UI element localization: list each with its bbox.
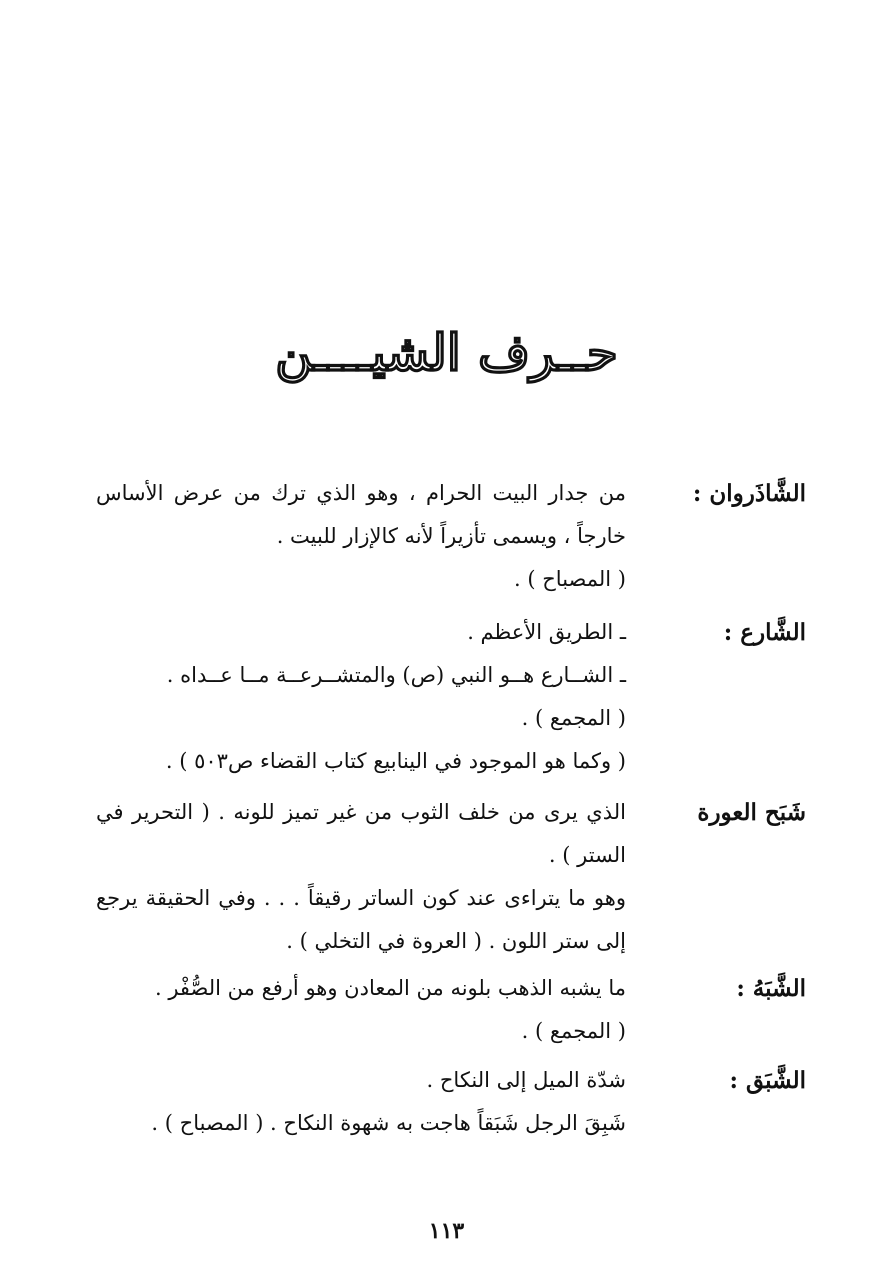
definition-line: ما يشبه الذهب بلونه من المعادن وهو أرفع من الصُّفْر . [154, 976, 626, 1000]
glossary-entry [80, 611, 806, 783]
definition-line: وهو ما يتراءى عند كون الساتر رقيقاً . . . وفي الحقيقة يرجع إلى ستر اللون . ( العروة في التخلي ) . [96, 886, 626, 953]
entry-term: الشَّاذَروان : [692, 480, 806, 507]
entry-term: الشَّارع : [723, 619, 806, 646]
chapter-title: حــرف الشيــــن [275, 323, 618, 382]
page-number: ١١٣ [428, 1218, 465, 1244]
definition-line: الذي يرى من خلف الثوب من غير تميز للونه . ( التحرير في الستر ) . [96, 800, 626, 867]
definition-line: ـ الشــارع هــو النبي (ص) والمتشــرعــة مــا عــداه . [166, 663, 626, 687]
definition-line: ( المصباح ) . [514, 567, 626, 591]
entry-definition [96, 791, 626, 963]
entry-term: الشَّبَق : [729, 1067, 806, 1094]
glossary-entries [80, 472, 806, 1145]
entry-definition [96, 1059, 626, 1145]
definition-line: ـ الطريق الأعظم . [467, 620, 626, 644]
definition-line: شَبِقَ الرجل شَبَقاً هاجت به شهوة النكاح . ( المصباح ) . [151, 1111, 626, 1135]
glossary-entry [80, 472, 806, 601]
glossary-entry [80, 791, 806, 963]
definition-line: ( المجمع ) . [521, 706, 626, 730]
entry-definition [96, 611, 626, 783]
definition-line: ( وكما هو الموجود في الينابيع كتاب القضاء ص٥٠٣ ) . [165, 749, 626, 773]
entry-definition [96, 967, 626, 1053]
glossary-entry [80, 967, 806, 1053]
definition-line: شدّة الميل إلى النكاح . [426, 1068, 626, 1092]
entry-definition [96, 472, 626, 601]
entry-term: الشَّبَهُ : [736, 975, 806, 1002]
entry-term: شَبَح العورة [697, 799, 806, 826]
definition-line: من جدار البيت الحرام ، وهو الذي ترك من عرض الأساس خارجاً ، ويسمى تأزيراً لأنه كالإزار للبيت . [96, 481, 626, 548]
chapter-heading [0, 318, 893, 388]
definition-line: ( المجمع ) . [521, 1019, 626, 1043]
glossary-entry [80, 1059, 806, 1145]
